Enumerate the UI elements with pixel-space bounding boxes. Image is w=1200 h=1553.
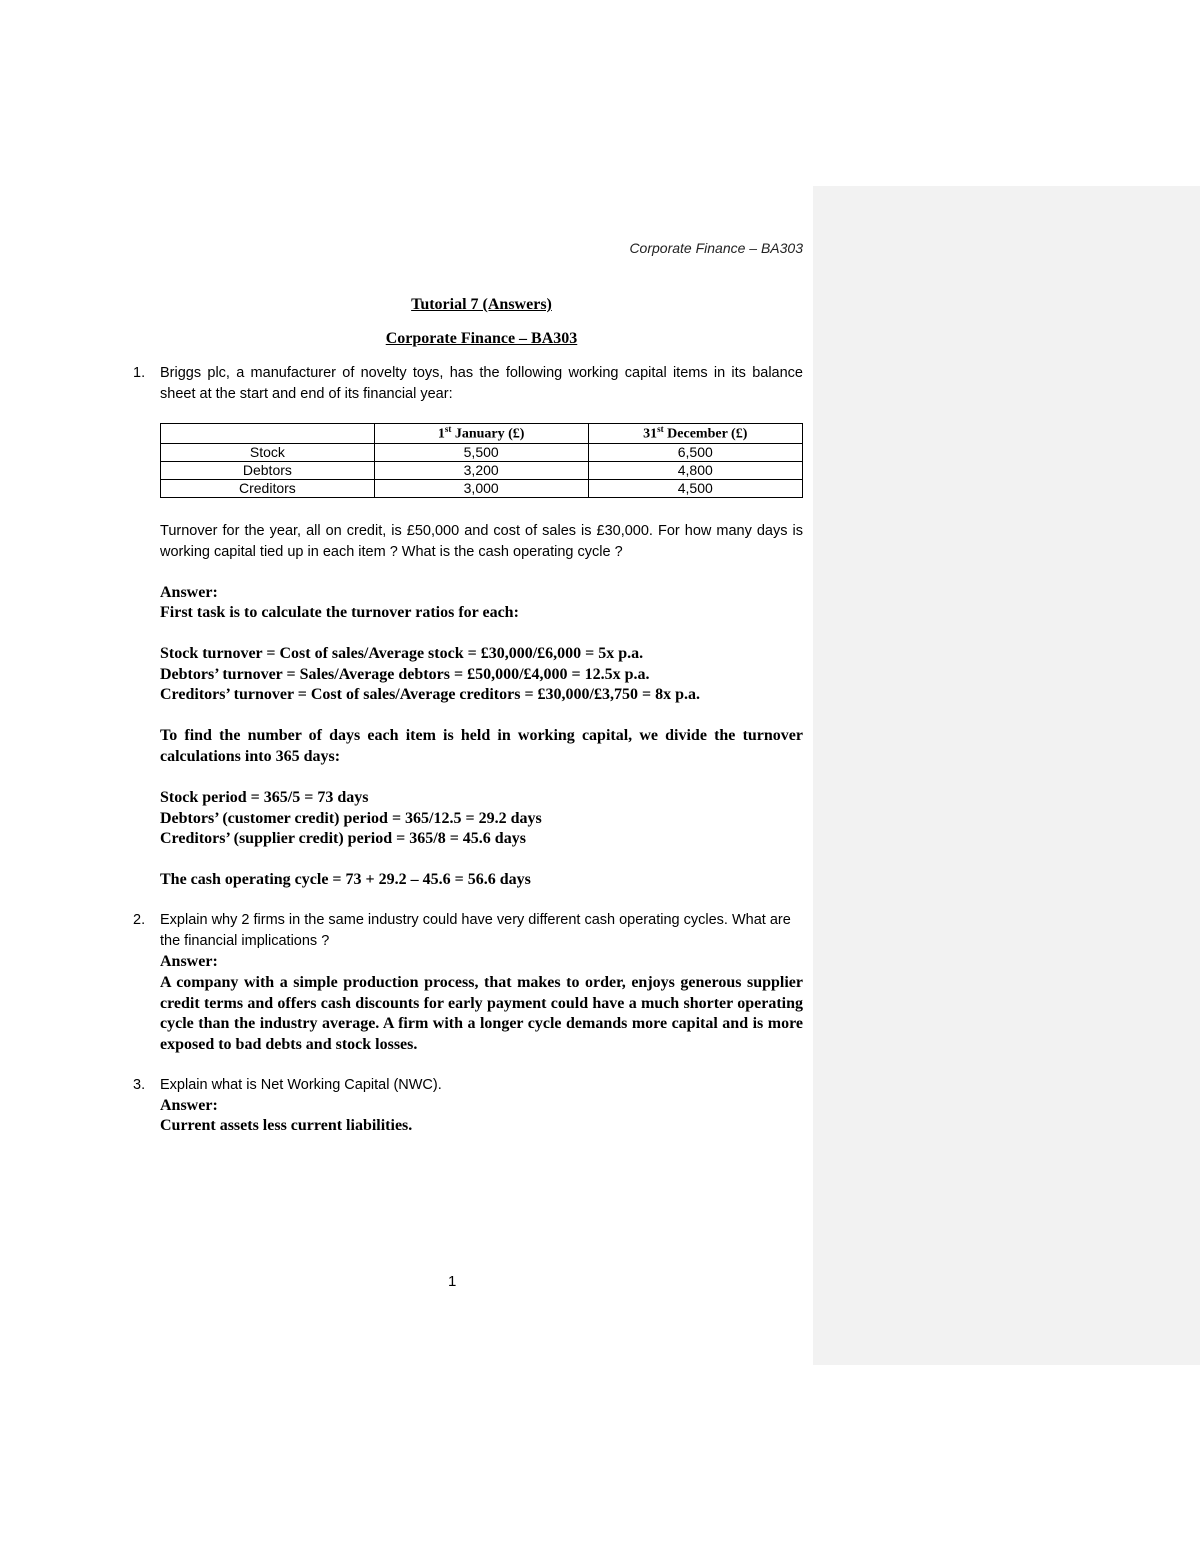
- table-row: [161, 479, 803, 497]
- comment-margin-pane: [813, 186, 1200, 1365]
- row-label: Debtors: [161, 461, 375, 479]
- answer-label: Answer:: [160, 584, 218, 601]
- answer-label: Answer:: [160, 1097, 218, 1114]
- ratio-stock: Stock turnover = Cost of sales/Average stock = £30,000/£6,000 = 5x p.a.: [160, 645, 644, 662]
- table-header-row: [161, 424, 803, 444]
- question-1-number: 1.: [133, 365, 146, 381]
- answer-label: Answer:: [160, 953, 218, 970]
- row-label: Stock: [161, 443, 375, 461]
- question-1-text: Briggs plc, a manufacturer of novelty toys, has the following working capital items in its balance sheet at the start and end of its financial year:: [160, 365, 803, 402]
- cash-operating-cycle: The cash operating cycle = 73 + 29.2 – 45.6 = 56.6 days: [160, 871, 531, 888]
- table-header-empty: [161, 424, 375, 444]
- cell-dec: 4,500: [588, 479, 802, 497]
- running-header: Corporate Finance – BA303: [629, 240, 803, 256]
- period-creditors: Creditors’ (supplier credit) period = 365/8 = 45.6 days: [160, 830, 526, 847]
- table-row: [161, 461, 803, 479]
- ratio-creditors: Creditors’ turnover = Cost of sales/Average creditors = £30,000/£3,750 = 8x p.a.: [160, 686, 701, 703]
- question-2-text: Explain why 2 firms in the same industry could have very different cash operating cycles. What are the financial implications ?: [160, 912, 791, 949]
- ratio-debtors: Debtors’ turnover = Sales/Average debtors = £50,000/£4,000 = 12.5x p.a.: [160, 666, 650, 683]
- cell-jan: 5,500: [374, 443, 588, 461]
- page-number: 1: [448, 1273, 457, 1290]
- question-3-text: Explain what is Net Working Capital (NWC).: [160, 1077, 442, 1093]
- cell-jan: 3,000: [374, 479, 588, 497]
- period-stock: Stock period = 365/5 = 73 days: [160, 789, 369, 806]
- question-2-number: 2.: [133, 912, 146, 928]
- question-1-prompt: Turnover for the year, all on credit, is £50,000 and cost of sales is £30,000. For how many days is working capital tied up in each item ? What is the cash operating cycle ?: [160, 523, 803, 560]
- table-header-dec: 31st December (£): [588, 424, 802, 444]
- row-label: Creditors: [161, 479, 375, 497]
- document-title: Tutorial 7 (Answers): [411, 296, 552, 313]
- divide-explanation: To find the number of days each item is held in working capital, we divide the turnover calculations into 365 days:: [160, 727, 803, 765]
- question-2-answer: A company with a simple production process, that makes to order, enjoys generous supplier credit terms and offers cash discounts for early payment could have a much shorter operating cycle than the industry average. A firm with a longer cycle demands more capital and is more exposed to bad debts and stock losses.: [160, 974, 803, 1053]
- question-3-answer: Current assets less current liabilities.: [160, 1117, 413, 1134]
- working-capital-table: [160, 423, 803, 498]
- question-3-number: 3.: [133, 1077, 146, 1093]
- answer-first-task: First task is to calculate the turnover ratios for each:: [160, 604, 519, 621]
- table-row: [161, 443, 803, 461]
- cell-jan: 3,200: [374, 461, 588, 479]
- cell-dec: 6,500: [588, 443, 802, 461]
- cell-dec: 4,800: [588, 461, 802, 479]
- period-debtors: Debtors’ (customer credit) period = 365/12.5 = 29.2 days: [160, 810, 542, 827]
- document-subtitle: Corporate Finance – BA303: [385, 330, 578, 347]
- table-header-jan: 1st January (£): [374, 424, 588, 444]
